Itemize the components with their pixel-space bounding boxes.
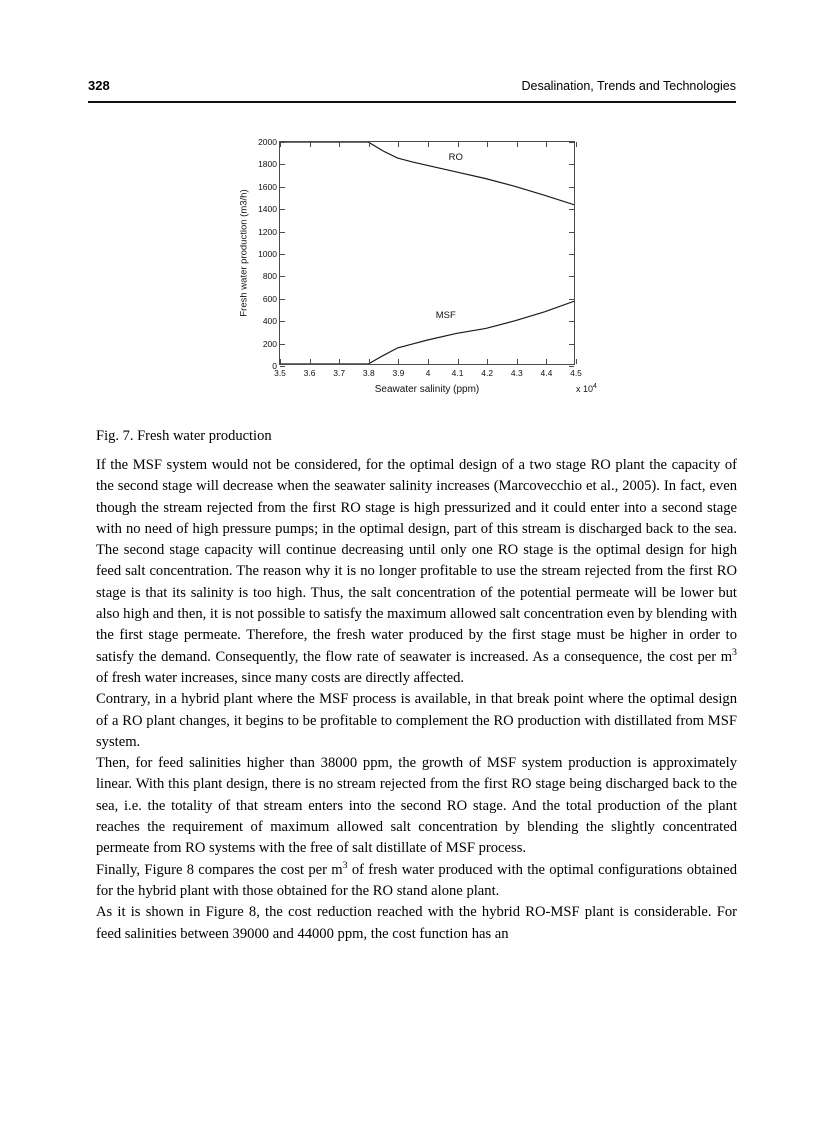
x-tick-label: 4.3 [510,368,523,378]
y-tick-mark [569,164,574,165]
y-tick-mark [569,142,574,143]
x-tick-label: 3.5 [274,368,286,378]
y-tick-mark [280,344,285,345]
y-tick-mark [569,187,574,188]
y-tick-mark [280,254,285,255]
x-tick-mark [458,142,459,147]
y-tick-label: 1200 [258,226,277,237]
x-tick-label: 4.1 [451,368,464,378]
y-tick-label: 400 [262,316,277,327]
y-axis-label-text: Fresh water production (m3/h) [238,189,250,317]
book-title: Desalination, Trends and Technologies [521,79,736,93]
x-axis-label: Seawater salinity (ppm) [374,384,480,395]
y-tick-mark [569,254,574,255]
x-tick-mark [369,142,370,147]
y-axis-label [236,141,252,365]
series-label-ro: RO [448,152,463,164]
y-tick-mark [280,209,285,210]
body-paragraph: As it is shown in Figure 8, the cost reduction reached with the hybrid RO-MSF plant is considerable. For feed salinities between 39000 and 44000 ppm, the cost function has an [96,904,737,942]
y-tick-mark [280,299,285,300]
series-label-msf: MSF [435,310,456,322]
y-tick-label: 0 [272,361,277,371]
body-paragraph: Then, for feed salinities higher than 38000 ppm, the growth of MSF system production is approximately linear. With this plant design, there is no stream rejected from the first RO stage being discharged back to the sea, i.e. the totality of that stream enters into the second RO stage. And the total production of the plant reaches the requirement of maximum allowed salt concentration by blending the slightly concentrated permeate from RO systems with the free of salt distillate of MSF process. [96,755,737,857]
figure-caption: Fig. 7. Fresh water production [96,428,272,444]
x-tick-mark [517,142,518,147]
x-axis-multiplier-base: x 10 [576,384,594,394]
x-tick-mark [428,142,429,147]
y-tick-label: 1800 [258,159,277,170]
x-tick-label: 3.8 [362,368,375,378]
x-tick-mark [310,359,311,364]
y-tick-mark [280,276,285,277]
x-axis-multiplier [576,384,597,394]
body-paragraph: Finally, Figure 8 compares the cost per $m^3$ of fresh water produced with the optimal configurations obtained for the hybrid plant with those obtained for the RO stand alone plant. [96,859,737,899]
x-tick-label: 4.2 [481,368,494,378]
header-rule [88,101,736,103]
series-line-msf [280,301,574,364]
x-tick-mark [576,142,577,147]
x-axis-multiplier-exp: 4 [593,383,597,390]
x-tick-mark [369,359,370,364]
y-tick-mark [280,164,285,165]
y-tick-label: 1000 [258,249,277,259]
x-tick-mark [339,359,340,364]
x-tick-label: 4.5 [570,368,582,378]
chart-plot [236,132,596,410]
y-tick-label: 600 [262,293,277,304]
x-tick-label: 3.7 [333,368,346,378]
y-tick-mark [569,344,574,345]
chart-curves [280,142,574,364]
body-text [96,455,737,945]
y-tick-mark [569,366,574,367]
y-tick-mark [280,232,285,233]
y-tick-label: 2000 [258,137,277,147]
y-tick-label: 800 [262,271,277,282]
y-tick-mark [280,321,285,322]
body-paragraph: If the MSF system would not be considered, for the optimal design of a two stage RO plant the capacity of the second stage will decrease when the seawater salinity increases (Marcovecchio et al., 2005). In fact, even though the stream rejected from the first RO stage is high pressurized and it could enter into a second stage with no need of high pressure pumps; in the optimal design, part of this stream is discharged back to the sea. The second stage capacity will continue decreasing until only one RO stage is the optimal design for high feed salt concentration. The reason why it is no longer profitable to use the stream rejected from the first RO stage is that its salinity is too high. Thus, the salt concentration of the potential permeate will be lower but also high and then, it is not possible to satisfy the maximum allowed salt concentration even by blending with the first stage permeate. Therefore, the fresh water produced by the first stage must be higher in order to satisfy the demand. Consequently, the flow rate of seawater is increased. As a consequence, the cost per $m^3$ of fresh water increases, since many costs are directly affected. [96,457,737,686]
x-tick-label: 4 [425,368,431,378]
running-head [88,78,736,100]
y-tick-mark [569,232,574,233]
x-tick-mark [280,359,281,364]
y-tick-mark [569,276,574,277]
series-line-ro [280,142,574,205]
x-tick-mark [280,142,281,147]
x-tick-mark [339,142,340,147]
x-tick-label: 3.9 [392,368,405,378]
y-tick-label: 1600 [258,181,277,192]
x-tick-label: 3.6 [303,368,316,378]
x-tick-mark [487,359,488,364]
x-tick-mark [428,359,429,364]
x-tick-mark [546,359,547,364]
x-tick-mark [487,142,488,147]
y-tick-mark [280,187,285,188]
x-tick-label: 4.4 [540,368,553,378]
x-tick-mark [398,142,399,147]
chart-axes [258,137,582,378]
y-tick-label: 200 [262,338,277,349]
y-tick-mark [280,366,285,367]
y-tick-mark [569,321,574,322]
y-tick-mark [569,209,574,210]
x-tick-mark [546,142,547,147]
x-tick-mark [458,359,459,364]
x-tick-mark [517,359,518,364]
x-tick-mark [576,359,577,364]
x-tick-mark [398,359,399,364]
y-tick-mark [569,299,574,300]
x-tick-mark [310,142,311,147]
page-number: 328 [88,78,110,93]
body-paragraph: Contrary, in a hybrid plant where the MSF process is available, in that break point where the optimal design of a RO plant changes, it begins to be profitable to complement the RO production with distillated from MSF system. [96,691,737,750]
y-tick-label: 1400 [258,204,277,215]
figure-7 [236,132,596,410]
